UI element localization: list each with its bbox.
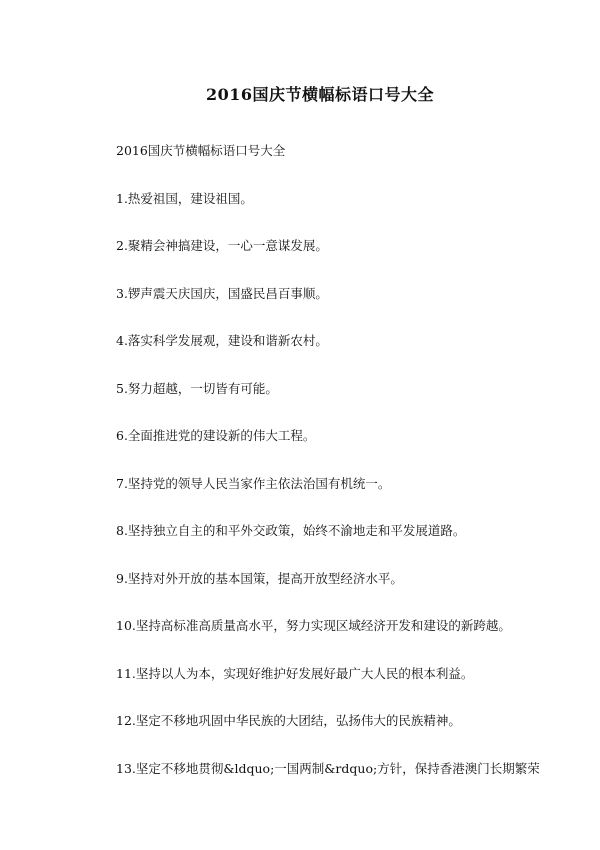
slogan-item: 10.坚持高标准高质量高水平，努力实现区域经济开发和建设的新跨越。 — [116, 618, 511, 633]
slogan-item: 2.聚精会神搞建设，一心一意谋发展。 — [116, 238, 328, 253]
slogan-item: 4.落实科学发展观，建设和谐新农村。 — [116, 333, 328, 348]
document-body — [116, 143, 586, 808]
slogan-item: 13.坚定不移地贯彻&ldquo;一国两制&rdquo;方针，保持香港澳门长期繁荣 — [116, 760, 540, 776]
slogan-item: 9.坚持对外开放的基本国策，提高开放型经济水平。 — [116, 570, 403, 586]
slogan-item: 3.锣声震天庆国庆，国盛民昌百事顺。 — [116, 285, 328, 301]
slogan-item: 1.热爱祖国，建设祖国。 — [116, 190, 253, 206]
slogan-item: 6.全面推进党的建设新的伟大工程。 — [116, 428, 316, 443]
slogan-item: 11.坚持以人为本，实现好维护好发展好最广大人民的根本利益。 — [116, 665, 474, 681]
document-subtitle: 2016国庆节横幅标语口号大全 — [116, 143, 286, 158]
slogan-item: 8.坚持独立自主的和平外交政策，始终不渝地走和平发展道路。 — [116, 523, 466, 538]
document-title: 2016国庆节横幅标语口号大全 — [205, 85, 435, 104]
slogan-item: 7.坚持党的领导人民当家作主依法治国有机统一。 — [116, 475, 391, 491]
slogan-item: 12.坚定不移地巩固中华民族的大团结，弘扬伟大的民族精神。 — [116, 713, 461, 728]
slogan-item: 5.努力超越，一切皆有可能。 — [116, 380, 278, 396]
